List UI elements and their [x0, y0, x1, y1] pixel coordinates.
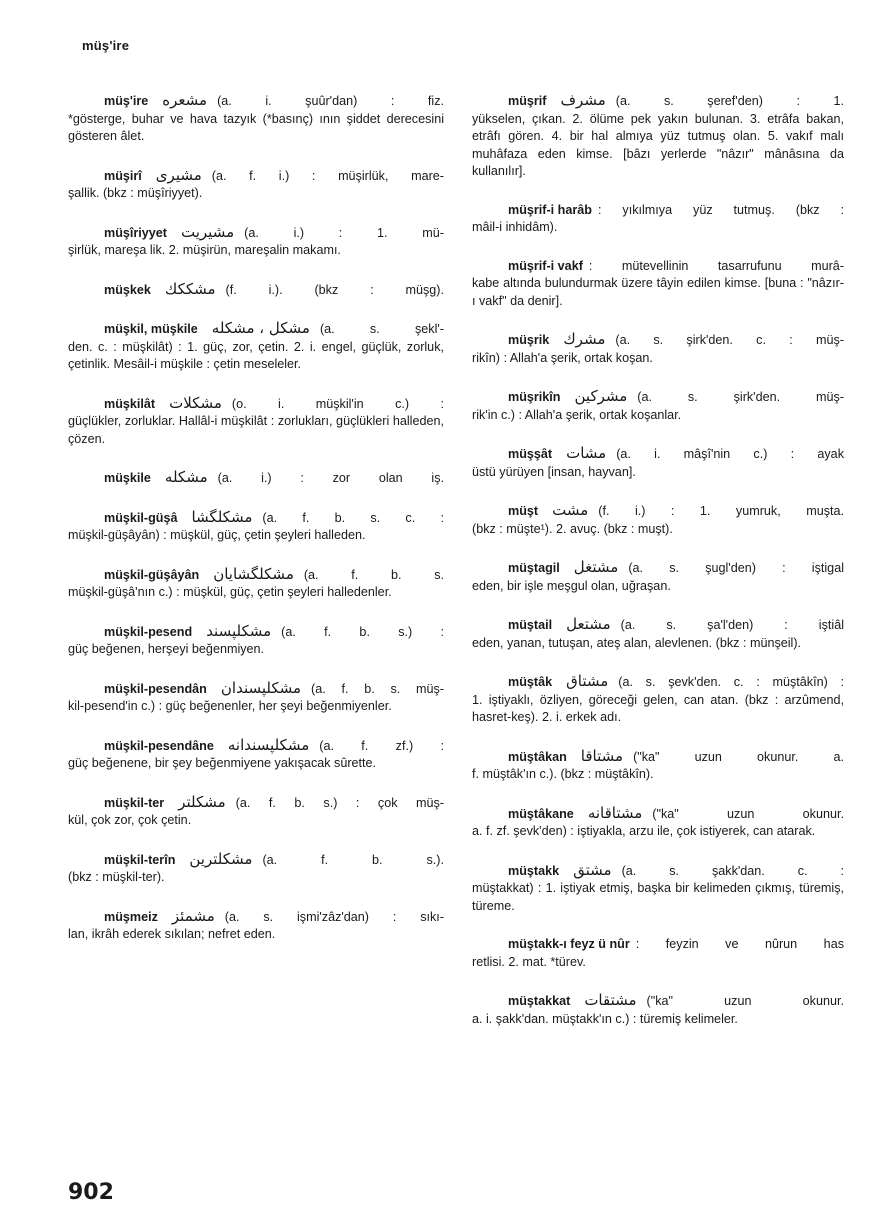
dictionary-entry	[68, 566, 444, 602]
entry-definition-start: (a. f. b. s.) :	[281, 624, 444, 639]
entry-arabic-script: مشتغل	[573, 558, 619, 576]
entry-arabic-script: مشرف	[560, 91, 606, 109]
dictionary-entry	[68, 224, 444, 260]
entry-arabic-script: مشات	[566, 444, 607, 462]
entry-first-line	[68, 851, 444, 870]
entry-definition: *gösterge, buhar ve hava tazyık (*basınç) ının şiddet derecesini gösteren âlet.	[68, 111, 444, 143]
entry-first-line	[68, 281, 444, 300]
dictionary-entry	[472, 748, 844, 784]
entry-definition-start: (a. f. i.) : müşirlük, mare-	[211, 168, 444, 183]
entry-headword: müştâkan	[508, 749, 567, 764]
entry-arabic-script: مشكلات	[169, 393, 222, 412]
entry-definition: mâil-i inhidâm).	[472, 220, 558, 234]
entry-definition: kil-pesend'in c.) : güç beğenenler, her şeyi beğenmiyenler.	[68, 699, 392, 713]
entry-arabic-script: مشكلپسند	[206, 621, 272, 640]
entry-arabic-script: مشككك	[164, 279, 216, 298]
entry-definition-start: (a. s. işmi'zâz'dan) : sıkı-	[224, 909, 444, 924]
entry-first-line	[472, 445, 844, 464]
entry-arabic-script: مشتقات	[584, 991, 637, 1009]
running-head: müş'ire	[82, 38, 130, 53]
entry-headword: müşkil-pesend	[104, 624, 193, 639]
entry-arabic-script: مشتعل	[566, 615, 611, 633]
entry-definition: kül, çok zor, çok çetin.	[68, 813, 192, 827]
entry-headword: müşkil-güşâ	[104, 510, 178, 525]
entry-arabic-script: مشمئز	[171, 906, 215, 925]
entry-headword: müşrik	[508, 333, 550, 347]
entry-definition: (bkz : müşte¹). 2. avuç. (bkz : muşt).	[472, 521, 673, 536]
dictionary-entry	[472, 388, 844, 424]
entry-definition-start: (a. i.) : zor olan iş.	[217, 471, 444, 485]
entry-definition-start: (a. f. zf.) :	[319, 738, 444, 753]
entry-definition-start: (a. f. b. s.	[303, 567, 444, 582]
entry-definition-start: (a. i. mâşî'nin c.) : ayak	[616, 447, 844, 461]
dictionary-entry	[68, 320, 444, 374]
dictionary-entry	[68, 92, 444, 146]
entry-headword: müşkil-güşâyân	[104, 567, 200, 582]
entry-definition-start: (a. i.) : 1. mü-	[244, 225, 444, 240]
entry-headword: müşirî	[104, 168, 142, 183]
dictionary-entry	[472, 258, 844, 311]
entry-definition-start: (a. s. şugl'den) : iştigal	[628, 561, 844, 575]
entry-definition-start: : mütevellinin tasarrufunu murâ-	[588, 258, 844, 273]
entry-definition-start: (a. s. şekl'-	[319, 322, 444, 336]
entry-headword: müşkile	[104, 471, 151, 485]
entry-definition-start: (a. s. şevk'den. c. : müştâkîn) :	[618, 675, 844, 689]
entry-definition: rik'in c.) : Allah'a şerik, ortak koşanlar.	[472, 407, 682, 422]
dictionary-entry	[68, 395, 444, 449]
entry-first-line	[472, 502, 844, 521]
entry-headword: müşkek	[104, 282, 151, 297]
entry-definition-start: (a. s. şeref'den) : 1.	[615, 94, 844, 108]
entry-arabic-script: مشتاقا	[580, 746, 624, 765]
entry-headword: müşkilât	[104, 396, 156, 411]
entry-headword: müşrif	[508, 94, 547, 108]
entry-definition: 1. iştiyaklı, özliyen, göreceği gelen, can atan. (bkz : arzûmend, hasret-keş). 2. i. erkek adı.	[472, 692, 844, 724]
dictionary-entry	[68, 623, 444, 659]
entry-headword: müştail	[508, 618, 553, 632]
entry-arabic-script: مشركين	[574, 387, 628, 405]
entry-headword: müştâk	[508, 675, 553, 689]
dictionary-entry	[472, 331, 844, 367]
entry-definition: müştakkat) : 1. iştiyak etmiş, başka bir kelimeden çıkmış, türemiş, türeme.	[472, 881, 844, 913]
entry-arabic-script: مشكلترين	[189, 849, 253, 868]
entry-definition-start: ("ka" uzun okunur. a.	[633, 749, 844, 764]
entry-headword: müşkil-terîn	[104, 852, 176, 867]
entry-headword: müşîriyyet	[104, 225, 167, 240]
entry-definition-start: (a. i. şuûr'dan) : fiz.	[217, 94, 444, 108]
entry-first-line	[472, 748, 844, 767]
dictionary-entry	[68, 281, 444, 300]
entry-first-line	[68, 469, 444, 488]
entry-headword: müşrif-i vakf	[508, 258, 583, 273]
entry-headword: müşkil-pesendân	[104, 681, 207, 696]
dictionary-entry	[68, 167, 444, 203]
entry-first-line	[68, 737, 444, 756]
entry-definition: (bkz : müşkil-ter).	[68, 870, 165, 884]
dictionary-entry	[472, 92, 844, 181]
entry-arabic-script: مشتاق	[566, 672, 609, 690]
dictionary-entry	[472, 502, 844, 538]
dictionary-entry	[68, 469, 444, 488]
entry-first-line	[472, 936, 844, 954]
dictionary-entry	[472, 805, 844, 841]
entry-first-line	[68, 320, 444, 339]
entry-definition-start: (a. f. b. s. müş-	[311, 681, 444, 696]
entry-definition-start: (f. i.). (bkz : müşg).	[225, 282, 444, 297]
entry-headword: müş'ire	[104, 94, 149, 108]
entry-definition: lan, ikrâh ederek sıkılan; nefret eden.	[68, 927, 276, 941]
entry-headword: müştagil	[508, 561, 560, 575]
entry-definition-start: ("ka" uzun okunur.	[646, 994, 844, 1008]
entry-first-line	[68, 680, 444, 699]
right-column	[472, 92, 844, 1049]
entry-definition-start: (a. s. şakk'dan. c. :	[621, 863, 844, 878]
entry-definition: eden, bir işle meşgul olan, uğraşan.	[472, 578, 671, 593]
entry-definition-start: (a. s. şirk'den. c. : müş-	[615, 333, 844, 347]
entry-first-line	[68, 92, 444, 111]
entry-arabic-script: مشرك	[563, 330, 606, 348]
entry-arabic-script: مشتق	[573, 860, 612, 879]
entry-definition: eden, yanan, tutuşan, ateş alan, alevlenen. (bkz : münşeil).	[472, 635, 802, 650]
entry-headword: müşşât	[508, 447, 553, 461]
dictionary-entry	[472, 559, 844, 595]
dictionary-entry	[68, 680, 444, 716]
entry-definition-start: (a. s. şirk'den. müş-	[637, 390, 844, 404]
dictionary-entry	[68, 908, 444, 944]
entry-first-line	[68, 623, 444, 642]
entry-definition: kabe altında bulundurmak üzere tâyin edilen kimse. [buna : "nâzır-ı vakf" da denir].	[472, 276, 844, 308]
entry-definition: müşkil-güşâ'nın c.) : müşkül, güç, çetin şeyleri halledenler.	[68, 585, 392, 599]
entry-definition: güçlükler, zorluklar. Hallâl-i müşkilât : zorlukları, güçlükleri halleden, çözen.	[68, 414, 444, 446]
entry-arabic-script: مشتاقانه	[587, 803, 643, 822]
entry-first-line	[472, 862, 844, 881]
entry-first-line	[472, 992, 844, 1011]
entry-first-line	[68, 224, 444, 243]
entry-headword: müşrikîn	[508, 390, 561, 404]
entry-headword: müşkil, müşkile	[104, 322, 198, 336]
entry-definition: yükselen, çıkan. 2. ölüme pek yakın bulunan. 3. etrâfa bakan, etrâfı gören. 4. bir hal almıya yüz tutmuş olan. 5. vakıf malı muhâfaza eden kimse. [bâzı yerlerde "nâzır" mânâsına da kullanılır].	[472, 111, 844, 178]
entry-definition: üstü yürüyen [insan, hayvan].	[472, 464, 636, 479]
entry-headword: müştâkane	[508, 806, 574, 821]
entry-definition: a. f. zf. şevk'den) : iştiyakla, arzu ile, çok istiyerek, can atarak.	[472, 824, 816, 838]
dictionary-entry	[472, 445, 844, 481]
page-number: 902	[68, 1180, 114, 1205]
entry-arabic-script: مشعره	[162, 91, 208, 109]
entry-first-line	[68, 395, 444, 414]
left-column	[68, 92, 444, 965]
entry-definition: şallik. (bkz : müşîriyyet).	[68, 186, 203, 200]
entry-definition: a. i. şakk'dan. müştakk'ın c.) : türemiş kelimeler.	[472, 1011, 738, 1026]
dictionary-entry	[472, 992, 844, 1028]
entry-first-line	[472, 202, 844, 220]
dictionary-entry	[68, 737, 444, 773]
entry-arabic-script: مشكلگشا	[191, 507, 253, 526]
entry-arabic-script: مشكلپسندانه	[227, 735, 310, 754]
entry-arabic-script: مشكلتر	[178, 792, 226, 811]
entry-first-line	[472, 673, 844, 692]
entry-definition-start: (f. i.) : 1. yumruk, muşta.	[598, 504, 844, 518]
entry-definition: retlisi. 2. mat. *türev.	[472, 954, 586, 969]
dictionary-entry	[472, 202, 844, 237]
entry-headword: müşkil-ter	[104, 795, 165, 810]
entry-definition-start: (a. s. şa'l'den) : iştiâl	[620, 618, 844, 632]
entry-first-line	[68, 908, 444, 927]
entry-definition-start: (a. f. b. s.) : çok müş-	[235, 795, 444, 810]
entry-headword: müşt	[508, 504, 539, 518]
entry-definition-start: (o. i. müşkil'in c.) :	[231, 396, 444, 411]
dictionary-entry	[68, 794, 444, 830]
entry-headword: müştakk	[508, 863, 560, 878]
entry-definition: den. c. : müşkilât) : 1. güç, zor, çetin. 2. i. engel, güçlük, zorluk, çetinlik. Mesâil-i müşkile : çetin meseleler.	[68, 339, 444, 371]
entry-definition: güç beğenen, herşeyi beğenmiyen.	[68, 642, 265, 656]
dictionary-entry	[472, 936, 844, 971]
entry-definition-start: : yıkılmıya yüz tutmuş. (bkz :	[597, 202, 844, 217]
entry-definition: rikîn) : Allah'a şerik, ortak koşan.	[472, 350, 653, 365]
entry-definition: f. müştâk'ın c.). (bkz : müştâkîn).	[472, 767, 654, 781]
entry-headword: müşkil-pesendâne	[104, 738, 214, 753]
entry-definition: müşkil-güşâyân) : müşkül, güç, çetin şeyleri halleden.	[68, 528, 366, 542]
entry-arabic-script: مشكل ، مشكله	[211, 319, 310, 337]
entry-arabic-script: مشيريت	[181, 222, 235, 241]
entry-definition-start: : feyzin ve nûrun has	[635, 937, 844, 951]
entry-arabic-script: مشكله	[164, 468, 208, 486]
entry-definition: şirlük, mareşa lik. 2. müşirün, mareşalin makamı.	[68, 243, 341, 257]
entry-headword: müşrif-i harâb	[508, 202, 592, 217]
dictionary-entry	[472, 616, 844, 652]
entry-first-line	[472, 331, 844, 350]
entry-first-line	[472, 258, 844, 276]
entry-first-line	[68, 167, 444, 186]
entry-headword: müştakk-ı feyz ü nûr	[508, 937, 630, 951]
entry-first-line	[68, 794, 444, 813]
entry-headword: müştakkat	[508, 994, 571, 1008]
dictionary-entry	[472, 673, 844, 727]
entry-first-line	[68, 509, 444, 528]
entry-arabic-script: مشكلپسندان	[220, 678, 302, 697]
dictionary-entry	[68, 851, 444, 887]
entry-first-line	[472, 559, 844, 578]
entry-first-line	[472, 92, 844, 111]
entry-definition: güç beğenene, bir şey beğenmiyene yakışacak sûrette.	[68, 756, 377, 770]
entry-arabic-script: مشت	[552, 501, 589, 519]
entry-definition-start: (a. f. b. s.).	[262, 852, 444, 867]
entry-definition-start: (a. f. b. s. c. :	[262, 510, 444, 525]
entry-first-line	[472, 388, 844, 407]
entry-arabic-script: مشكلگشايان	[213, 564, 294, 583]
entry-first-line	[472, 805, 844, 824]
entry-arabic-script: مشيرى	[155, 165, 202, 184]
entry-definition-start: ("ka" uzun okunur.	[652, 806, 844, 821]
dictionary-entry	[68, 509, 444, 545]
dictionary-entry	[472, 862, 844, 916]
entry-first-line	[472, 616, 844, 635]
entry-headword: müşmeiz	[104, 909, 158, 924]
entry-first-line	[68, 566, 444, 585]
